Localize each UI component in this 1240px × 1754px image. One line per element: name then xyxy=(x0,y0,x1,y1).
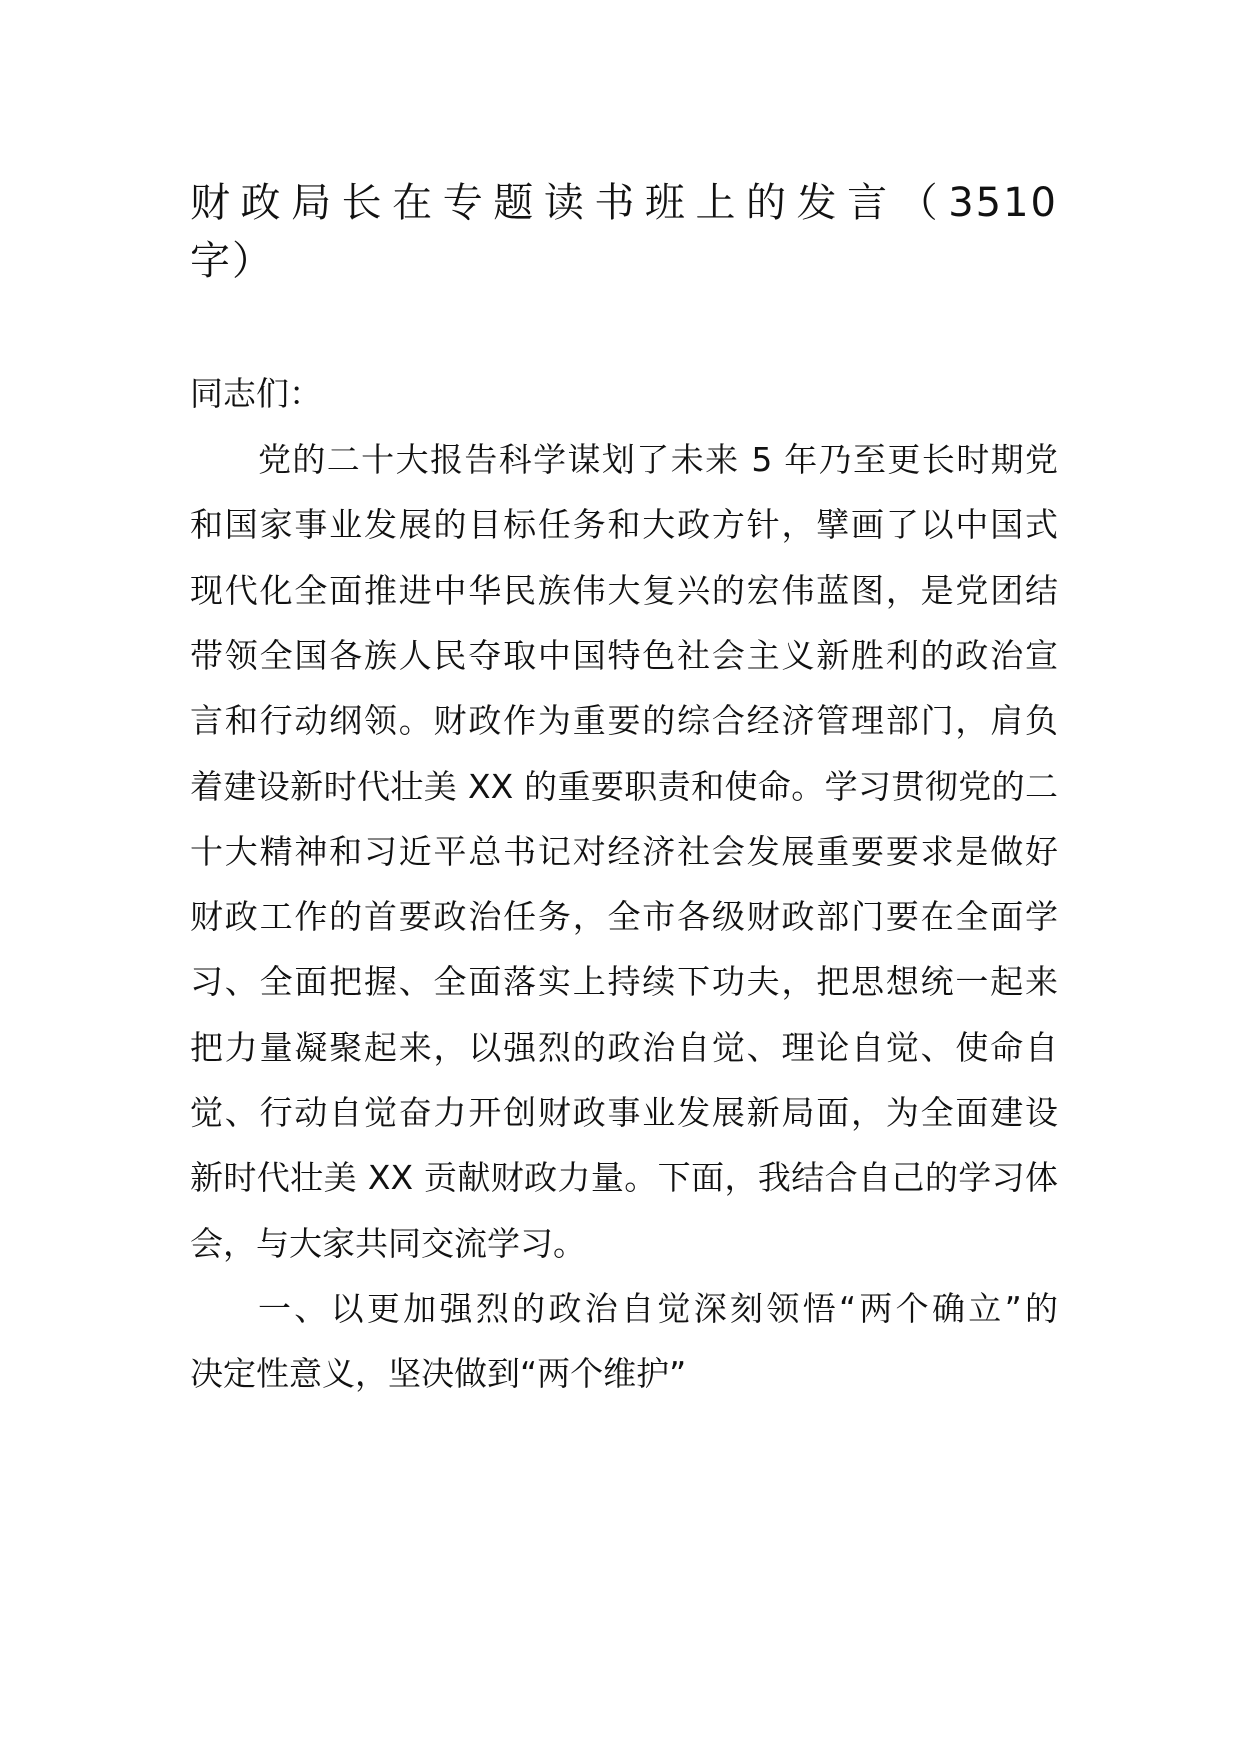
paragraph-line: 会，与大家共同交流学习。 xyxy=(190,1223,586,1263)
paragraph-line: 带领全国各族人民夺取中国特色社会主义新胜利的政治宣 xyxy=(190,635,1058,675)
paragraph-line: 十大精神和习近平总书记对经济社会发展重要要求是做好 xyxy=(190,831,1058,871)
paragraph-line: 把力量凝聚起来，以强烈的政治自觉、理论自觉、使命自 xyxy=(190,1027,1058,1067)
document-title-line-2: 字） xyxy=(190,238,274,284)
heading-line: 一、以更加强烈的政治自觉深刻领悟“两个确立”的 xyxy=(258,1288,1058,1328)
paragraph-line: 党的二十大报告科学谋划了未来 5 年乃至更长时期党 xyxy=(258,440,1058,479)
paragraph-line: 新时代壮美 XX 贡献财政力量。下面，我结合自己的学习体 xyxy=(190,1158,1058,1198)
paragraph-line: 现代化全面推进中华民族伟大复兴的宏伟蓝图，是党团结 xyxy=(190,570,1058,610)
heading-line: 决定性意义，坚决做到“两个维护” xyxy=(190,1354,687,1394)
document-title-line-1: 财政局长在专题读书班上的发言（3510 xyxy=(190,180,1058,226)
salutation: 同志们： xyxy=(190,374,322,413)
paragraph-line: 觉、行动自觉奋力开创财政事业发展新局面，为全面建设 xyxy=(190,1093,1058,1132)
paragraph-line: 和国家事业发展的目标任务和大政方针，擘画了以中国式 xyxy=(190,505,1058,545)
paragraph-line: 着建设新时代壮美 XX 的重要职责和使命。学习贯彻党的二 xyxy=(190,766,1058,806)
paragraph-line: 言和行动纲领。财政作为重要的综合经济管理部门，肩负 xyxy=(190,701,1058,741)
paragraph-line: 习、全面把握、全面落实上持续下功夫，把思想统一起来 xyxy=(190,962,1058,1002)
paragraph-line: 财政工作的首要政治任务，全市各级财政部门要在全面学 xyxy=(190,897,1058,937)
